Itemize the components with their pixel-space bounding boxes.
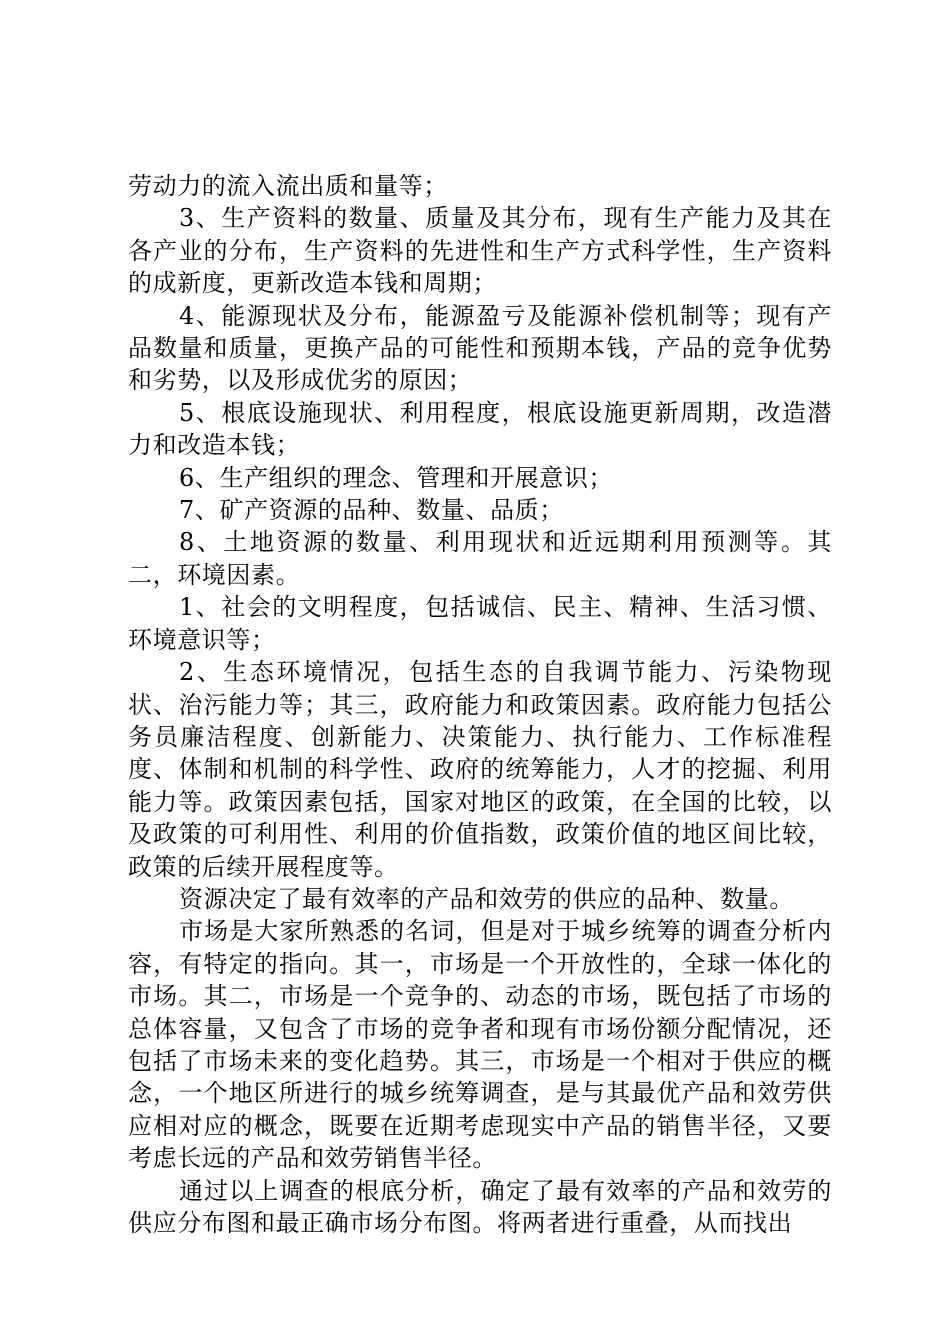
- paragraph: 6、生产组织的理念、管理和开展意识；: [179, 463, 614, 492]
- paragraph: 2、生态环境情况，包括生态的自我调节能力、污染物现状、治污能力等；其三，政府能力和政策因素。政府能力包括公务员廉洁程度、创新能力、决策能力、执行能力、工作标准程度、体制和机制的科学性、政府的统筹能力，人才的挖掘、利用能力等。政策因素包括，国家对地区的政策，在全国的比较，以及政策的可利用性、利用的价值指数，政策价值的地区间比较，政策的后续开展程度等。: [128, 658, 832, 881]
- paragraph: 3、生产资料的数量、质量及其分布，现有生产能力及其在各产业的分布，生产资料的先进性和生产方式科学性，生产资料的成新度，更新改造本钱和周期；: [128, 204, 832, 298]
- document-body: [128, 170, 832, 1239]
- paragraph: 劳动力的流入流出质和量等；: [128, 172, 448, 200]
- paragraph: 通过以上调查的根底分析，确定了最有效率的产品和效劳的供应分布图和最正确市场分布图。将两者进行重叠，从而找出: [128, 1176, 832, 1237]
- paragraph: 市场是大家所熟悉的名词，但是对于城乡统筹的调查分析内容，有特定的指向。其一，市场是一个开放性的，全球一体化的市场。其二，市场是一个竞争的、动态的市场，既包括了市场的总体容量，又包含了市场的竞争者和现有市场份额分配情况，还包括了市场未来的变化趋势。其三，市场是一个相对于供应的概念，一个地区所进行的城乡统筹调查，是与其最优产品和效劳供应相对应的概念，既要在近期考虑现实中产品的销售半径，又要考虑长远的产品和效劳销售半径。: [128, 917, 832, 1173]
- paragraph: 8、土地资源的数量、利用现状和近远期利用预测等。其二，环境因素。: [128, 528, 832, 589]
- paragraph: 7、矿产资源的品种、数量、品质；: [179, 496, 564, 525]
- paragraph: 4、能源现状及分布，能源盈亏及能源补偿机制等；现有产品数量和质量，更换产品的可能性和预期本钱，产品的竞争优势和劣势，以及形成优劣的原因；: [128, 301, 832, 395]
- paragraph: 资源决定了最有效率的产品和效劳的供应的品种、数量。: [179, 884, 794, 913]
- paragraph: 1、社会的文明程度，包括诚信、民主、精神、生活习惯、环境意识等；: [128, 593, 832, 654]
- paragraph: 5、根底设施现状、利用程度，根底设施更新周期，改造潜力和改造本钱；: [128, 398, 832, 460]
